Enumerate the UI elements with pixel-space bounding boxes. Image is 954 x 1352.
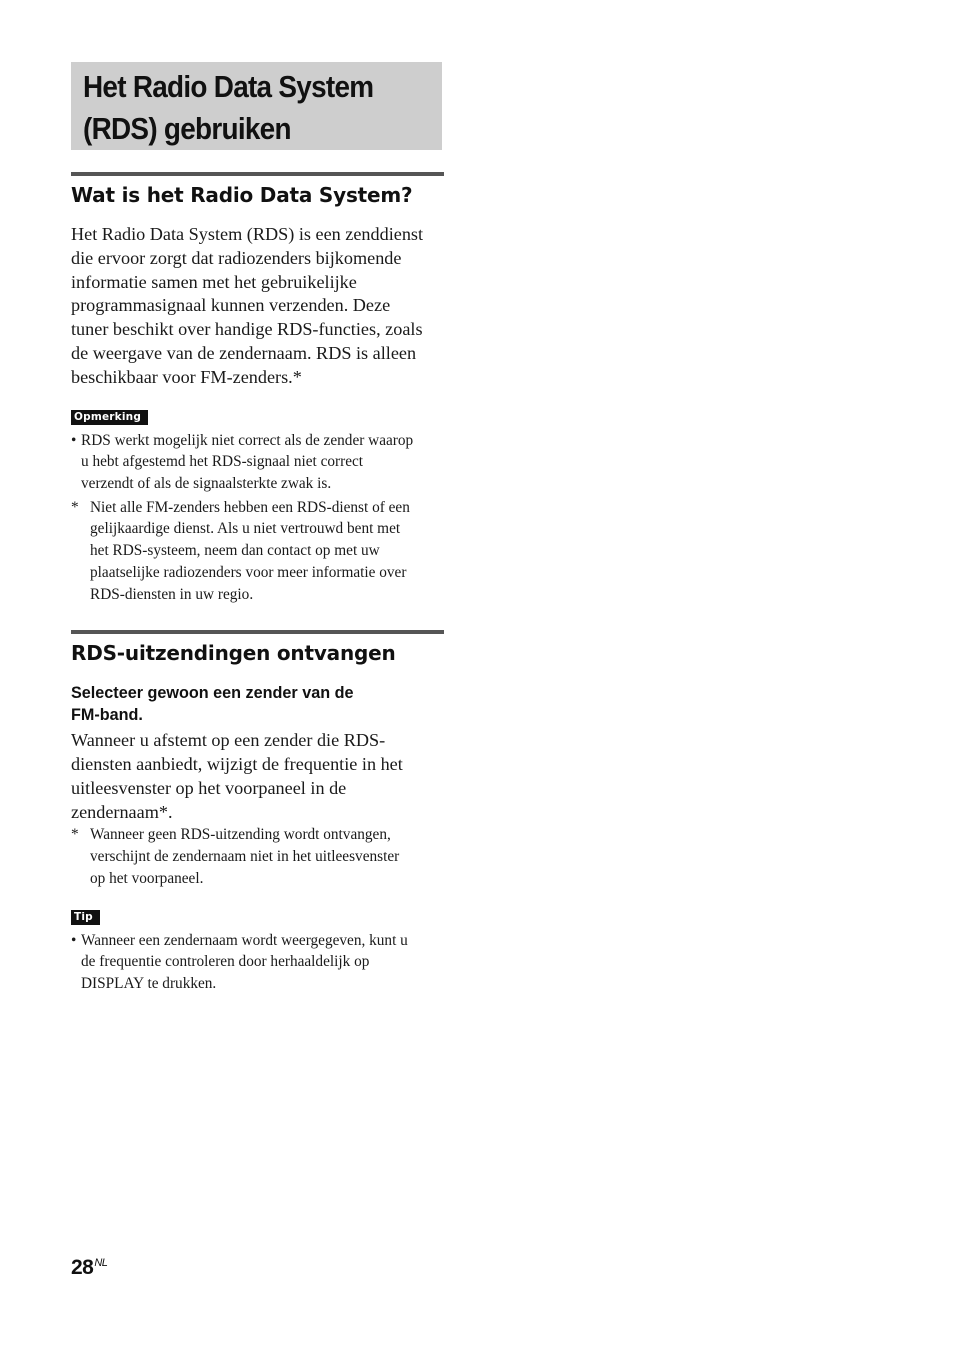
body-line: de weergave van de zendernaam. RDS is alleen [71, 342, 417, 363]
tip-line: DISPLAY te drukken. [81, 974, 217, 992]
tip-label-wrapper [71, 907, 444, 925]
instruction-step [71, 682, 444, 726]
page-language-suffix: NL [94, 1257, 108, 1269]
footnote-item [71, 497, 444, 606]
body-line: zendernaam*. [71, 801, 173, 822]
tip-text: Wanneer een zendernaam wordt weergegeven, kunt u [81, 931, 408, 949]
tip-label: Tip [71, 910, 100, 925]
body-line: die ervoor zorgt dat radiozenders bijkomende [71, 247, 402, 268]
footnote-line: RDS-diensten in uw regio. [90, 585, 254, 603]
body-line: programmasignaal kunnen verzenden. Deze [71, 295, 391, 316]
body-line: informatie samen met het gebruikelijke [71, 271, 357, 292]
body-line: Het Radio Data System (RDS) is een zenddienst [71, 224, 424, 244]
chapter-title-line-2: (RDS) gebruiken [83, 111, 291, 146]
footnote-line [71, 497, 444, 519]
footnote-line: gelijkaardige dienst. Als u niet vertrouwd bent met [90, 520, 401, 538]
page-column [71, 62, 444, 995]
bullet-marker: • [71, 931, 77, 949]
body-line: diensten aanbiedt, wijzigt de frequentie in het [71, 754, 403, 774]
footnote-text: Niet alle FM-zenders hebben een RDS-dienst of een [90, 498, 410, 516]
footnote-marker: * [71, 826, 79, 844]
chapter-title-box [71, 62, 442, 150]
note-line: verzendt of als de signaalsterkte zwak is. [81, 474, 332, 492]
footnote-line: plaatselijke radiozenders voor meer informatie over [90, 563, 407, 581]
footnote-marker: * [71, 498, 79, 516]
bullet-marker: • [71, 431, 77, 449]
body-line: Wanneer u afstemt op een zender die RDS- [71, 730, 386, 751]
body-line: beschikbaar voor FM-zenders.* [71, 366, 302, 387]
body-line: tuner beschikt over handige RDS-functies, zoals [71, 319, 423, 340]
section-divider [71, 172, 444, 176]
section-intro-paragraph [71, 223, 444, 390]
footnote-line: op het voorpaneel. [90, 869, 204, 887]
page-number-value: 28 [71, 1256, 94, 1279]
tip-line [71, 930, 444, 952]
footnote-item [71, 824, 444, 889]
note-bullet-item [71, 430, 444, 495]
section-divider [71, 630, 444, 634]
footnote-text: Wanneer geen RDS-uitzending wordt ontvangen, [90, 826, 391, 844]
chapter-title-line-1: Het Radio Data System [83, 69, 374, 104]
instruction-line: Selecteer gewoon een zender van de [71, 684, 354, 703]
reception-paragraph [71, 729, 444, 824]
footnote-line [71, 824, 444, 846]
instruction-line: FM-band. [71, 706, 143, 725]
tip-line: de frequentie controleren door herhaaldelijk op [81, 953, 370, 971]
note-label-wrapper [71, 407, 444, 425]
footnote-line: het RDS-systeem, neem dan contact op met uw [90, 542, 380, 560]
page-number [71, 1256, 107, 1280]
note-text: RDS werkt mogelijk niet correct als de zender waarop [81, 431, 414, 449]
tip-bullet-item [71, 930, 444, 995]
section-heading-what-is-rds: Wat is het Radio Data System? [71, 183, 413, 207]
body-line: uitleesvenster op het voorpaneel in de [71, 777, 347, 798]
footnote-line: verschijnt de zendernaam niet in het uitleesvenster [90, 848, 400, 866]
note-line [71, 430, 444, 452]
note-label: Opmerking [71, 410, 148, 425]
section-heading-rds-reception: RDS-uitzendingen ontvangen [71, 641, 396, 666]
note-line: u hebt afgestemd het RDS-signaal niet correct [81, 453, 364, 471]
